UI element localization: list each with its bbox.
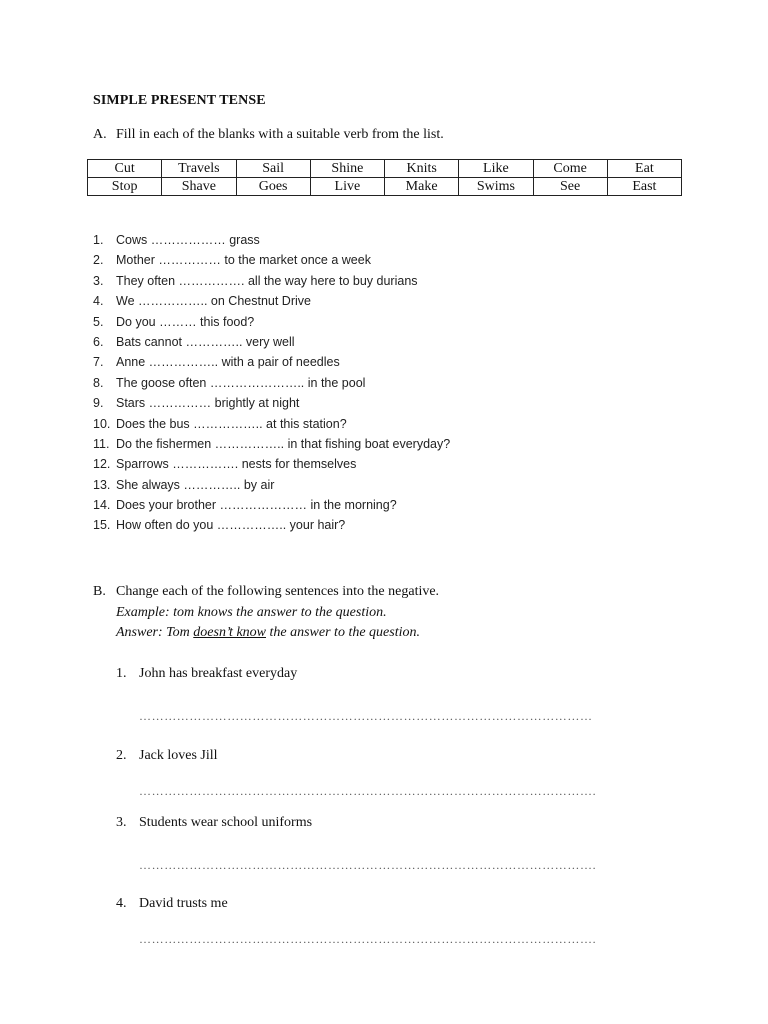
negative-item-2 — [116, 748, 218, 764]
answer-underlined-verb: doesn’t know — [193, 625, 266, 640]
verb-cell: See — [533, 178, 607, 196]
question-text: The goose often ………………….. in the pool — [116, 375, 366, 390]
question-text: They often ……………. all the way here to buy durians — [116, 273, 418, 288]
item-sentence: Jack loves Jill — [139, 748, 218, 763]
answer-line-1[interactable]: ……………………………………………………………………………………………… — [139, 709, 593, 723]
negative-item-4 — [116, 896, 228, 912]
item-sentence: David trusts me — [139, 896, 228, 911]
verb-cell: Travels — [162, 160, 236, 178]
question-text: Mother …………… to the market once a week — [116, 253, 371, 268]
negative-item-3 — [116, 815, 312, 831]
question-number: 5. — [93, 314, 104, 329]
verb-cell: Cut — [88, 160, 162, 178]
question-number: 6. — [93, 334, 104, 349]
question-text: Does your brother ………………… in the morning? — [116, 498, 397, 513]
list-item[interactable] — [93, 231, 450, 251]
question-number: 1. — [93, 233, 104, 247]
section-a-instruction: Fill in each of the blanks with a suitable verb from the list. — [116, 127, 444, 142]
answer-line-2[interactable]: ………………………………………………………………………………………………. — [139, 784, 597, 798]
item-number: 1. — [116, 666, 127, 681]
example-answer — [116, 625, 420, 641]
question-number: 4. — [93, 294, 104, 309]
answer-suffix: the answer to the question. — [266, 625, 420, 640]
question-number: 8. — [93, 375, 104, 390]
question-text: Sparrows ……………. nests for themselves — [116, 457, 357, 472]
question-text: Bats cannot ………….. very well — [116, 334, 295, 349]
question-number: 3. — [93, 273, 104, 288]
verb-table-row — [88, 160, 682, 178]
question-number: 15. — [93, 518, 111, 533]
item-number: 2. — [116, 748, 127, 763]
verb-cell: Sail — [236, 160, 310, 178]
verb-cell: Swims — [459, 178, 533, 196]
verb-cell: Eat — [607, 160, 681, 178]
question-text: Do you ……… this food? — [116, 314, 255, 329]
item-number: 4. — [116, 896, 127, 911]
list-item[interactable] — [93, 374, 450, 394]
verb-list-table — [87, 159, 682, 196]
question-number: 11. — [93, 436, 110, 451]
question-number: 9. — [93, 396, 104, 411]
question-number: 13. — [93, 477, 111, 492]
question-number: 12. — [93, 457, 111, 472]
list-item[interactable] — [93, 353, 450, 373]
verb-cell: Make — [385, 178, 459, 196]
example-sentence: Example: tom knows the answer to the question. — [116, 605, 387, 620]
question-text: Do the fishermen …………….. in that fishing boat everyday? — [116, 436, 451, 451]
section-b-heading — [93, 584, 439, 600]
verb-cell: Like — [459, 160, 533, 178]
section-a-letter: A. — [93, 127, 107, 142]
item-number: 3. — [116, 815, 127, 830]
list-item[interactable] — [93, 516, 450, 536]
list-item[interactable] — [93, 313, 450, 333]
question-text: Does the bus …………….. at this station? — [116, 416, 347, 431]
answer-line-4[interactable]: ………………………………………………………………………………………………. — [139, 932, 597, 946]
question-text: Anne …………….. with a pair of needles — [116, 355, 340, 370]
item-sentence: John has breakfast everyday — [139, 666, 298, 681]
section-a-heading — [93, 127, 444, 143]
list-item[interactable] — [93, 333, 450, 353]
negative-item-1 — [116, 666, 297, 682]
section-b-letter: B. — [93, 584, 106, 599]
verb-cell: East — [607, 178, 681, 196]
verb-cell: Live — [310, 178, 384, 196]
list-item[interactable] — [93, 272, 450, 292]
list-item[interactable] — [93, 476, 450, 496]
list-item[interactable] — [93, 292, 450, 312]
question-number: 10. — [93, 416, 111, 431]
answer-line-3[interactable]: ………………………………………………………………………………………………. — [139, 858, 597, 872]
section-b-instruction: Change each of the following sentences into the negative. — [116, 584, 440, 599]
list-item[interactable] — [93, 251, 450, 271]
verb-cell: Shave — [162, 178, 236, 196]
list-item[interactable] — [93, 496, 450, 516]
question-text: How often do you …………….. your hair? — [116, 518, 346, 533]
verb-cell: Goes — [236, 178, 310, 196]
answer-prefix: Answer: Tom — [116, 625, 194, 640]
question-number: 7. — [93, 355, 104, 370]
question-text: She always ………….. by air — [116, 477, 275, 492]
list-item[interactable] — [93, 435, 450, 455]
question-text: Stars …………… brightly at night — [116, 396, 300, 411]
question-text: Cows ……………… grass — [116, 233, 260, 247]
item-sentence: Students wear school uniforms — [139, 815, 313, 830]
verb-cell: Shine — [310, 160, 384, 178]
list-item[interactable] — [93, 455, 450, 475]
list-item[interactable] — [93, 394, 450, 414]
verb-cell: Stop — [88, 178, 162, 196]
verb-cell: Knits — [385, 160, 459, 178]
question-number: 2. — [93, 253, 104, 268]
page-title: SIMPLE PRESENT TENSE — [93, 93, 266, 108]
verb-table-row — [88, 178, 682, 196]
list-item[interactable] — [93, 415, 450, 435]
question-number: 14. — [93, 498, 111, 513]
question-text: We …………….. on Chestnut Drive — [116, 294, 311, 309]
verb-cell: Come — [533, 160, 607, 178]
fill-in-question-list — [93, 231, 450, 537]
